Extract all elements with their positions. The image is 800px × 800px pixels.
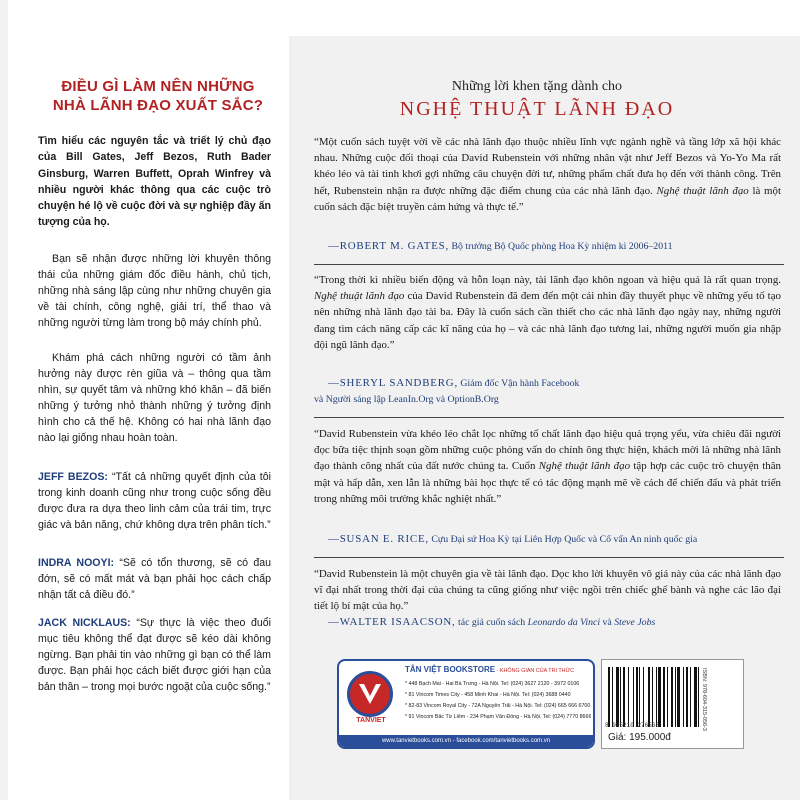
review-sandberg-book-title: Nghệ thuật lãnh đạo (314, 290, 405, 303)
review-sandberg-text-end: của David Rubenstein đã đem đến một cái nhìn đầy thuyết phục về những yếu tố tạo nên những nhà lãnh đạo tài ba. Đây là cuốn sách cần thiết cho các nhà lãnh đạo ngày nay, những người đang tìm cách nâng cấp các kĩ năng của họ – và các nhà lãnh đạo tương lai, những người muốn gia nhập đội ngũ lãnh đạo.” (314, 290, 781, 351)
barcode-bar (698, 667, 699, 727)
review-rice-text-end: tập hợp các cuộc trò chuyện thân mật và hấp dẫn, xen lẫn là những bài học thực tế có tác động mạnh mẽ về cách để chiến đấu và phát triển trong những môi trường khắc nghiệt nhất.” (314, 460, 781, 505)
barcode-bar (608, 667, 610, 727)
bookstore-brand (405, 665, 591, 674)
flap-quote-nooyi (38, 555, 271, 603)
review-isaacson-text: “David Rubenstein là một chuyên gia về tài lãnh đạo. Dọc kho lời khuyên vô giá này của các nhà lãnh đạo vĩ đại nhất trong thời đại của chúng ta cũng giống như việc ngồi trên chiếc ghế bành và nghe các lão đại tiết lộ bí mật của họ.” (314, 568, 781, 613)
bookstore-address-1: * 448 Bạch Mai - Hai Bà Trưng - Hà Nội. Tel: (024) 3627 2120 - 3972 0106 (405, 681, 580, 687)
barcode-bar (612, 667, 613, 727)
bookstore-tagline: - KHÔNG GIAN CỦA TRI THỨC (495, 668, 575, 674)
barcode-bar (648, 667, 650, 727)
barcode-bars (608, 667, 726, 727)
barcode-bar (667, 667, 668, 727)
divider-1 (314, 264, 784, 265)
barcode-bar (683, 667, 684, 727)
reviewer-role-sandberg-2: và Người sáng lập LeanIn.Org và OptionB.Org (314, 394, 499, 405)
reviewer-name-rice: —SUSAN E. RICE, (328, 533, 429, 545)
barcode-bar (686, 667, 688, 727)
reviewer-role-isaacson-and: và (600, 617, 615, 628)
divider-2 (314, 417, 784, 418)
review-sandberg (314, 272, 781, 353)
barcode-bar (633, 667, 634, 727)
flap-title (38, 77, 278, 115)
reviewer-name-isaacson: —WALTER ISAACSON, (328, 616, 456, 628)
barcode-bar (671, 667, 673, 727)
reviewer-book-2: Steve Jobs (614, 617, 656, 628)
barcode-bar (694, 667, 697, 727)
barcode-digits: 8 935210 276568 (605, 722, 660, 729)
barcode-bar (690, 667, 691, 727)
price-label: Giá: 195.000đ (608, 732, 671, 743)
barcode-bar (639, 667, 640, 727)
review-sandberg-attribution-line2 (314, 391, 754, 408)
barcode-bar (675, 667, 676, 727)
flap-title-line1: ĐIỀU GÌ LÀM NÊN NHỮNG (61, 78, 255, 95)
review-gates-attribution (328, 238, 768, 255)
review-rice-text: “David Rubenstein vừa khéo léo chắt lọc những tố chất lãnh đạo hiệu quả trọng yếu, vừa chiêu đãi người đọc bữa tiệc thịnh soạn gồm những cuộc phỏng vấn do chính ông thực hiện, khách mời là những nhà lãnh đạo thành công nhất của đất nước chúng ta. Cuốn (314, 428, 781, 473)
barcode-bar (623, 667, 625, 727)
tanviet-logo-v-icon (350, 674, 390, 714)
review-gates-text: “Một cuốn sách tuyệt vời về các nhà lãnh đạo thuộc nhiều lĩnh vực ngành nghề và tầng lớp xã hội khác nhau. Những cuộc đối thoại của David Rubenstein với những nhân vật như Jeff Bezos và Yo-Yo Ma rất khéo léo và tài tình khơi gợi những câu chuyện đời tư, những phẩm chất đưa họ đến với thành công. Trên hết, Rubenstein nhận ra được những đặc điểm chung của các nhà lãnh đạo. (314, 136, 781, 197)
praise-subtitle: Những lời khen tặng dành cho (451, 79, 623, 94)
cover-spine-edge (0, 0, 8, 800)
barcode-bar (677, 667, 680, 727)
review-rice-book-title: Nghệ thuật lãnh đạo (538, 460, 631, 473)
reviewer-name-sandberg: —SHERYL SANDBERG, (328, 377, 458, 389)
review-sandberg-text: “Trong thời kì nhiều biến động và hỗn loạn này, tài lãnh đạo khôn ngoan và hiệu quả là rất quan trọng. (314, 274, 781, 286)
bookstore-website: www.tanvietbooks.com.vn - facebook.com/tanvietbooks.com.vn (339, 735, 593, 747)
reviewer-book-1: Leonardo da Vinci (527, 617, 601, 628)
tanviet-logo-icon (347, 671, 393, 717)
reviewer-role-gates: Bộ trưởng Bộ Quốc phòng Hoa Kỳ nhiệm kì 2006–2011 (449, 241, 673, 252)
review-isaacson (314, 566, 781, 615)
divider-3 (314, 557, 784, 558)
flap-paragraph-1-text: Bạn sẽ nhận được những lời khuyên thông thái của những giám đốc điều hành, chủ tịch, những nhà sáng lập cùng như những chuyên gia về tài chính, công nghệ, giải trí, thể thao và những người từng làm trong bộ máy chính phủ. (38, 253, 271, 329)
barcode-bar (652, 667, 653, 727)
reviewer-role-sandberg: Giám đốc Vận hành Facebook (457, 378, 580, 389)
review-gates-book-title: Nghệ thuật lãnh đạo (656, 184, 749, 197)
barcode-bar (616, 667, 619, 727)
review-rice-attribution (328, 531, 768, 548)
flap-paragraph-2 (38, 350, 271, 446)
reviewer-name-gates: —ROBERT M. GATES, (328, 240, 450, 252)
barcode-bar (643, 667, 644, 727)
review-rice (314, 426, 781, 507)
flap-quote-nicklaus (38, 615, 271, 695)
flap-title-line2: NHÀ LÃNH ĐẠO XUẤT SẮC? (52, 97, 264, 114)
flap-lead-paragraph: Tìm hiểu các nguyên tắc và triết lý chủ đạo của Bill Gates, Jeff Bezos, Ruth Bader Ginsburg, Warren Buffett, Oprah Winfrey và nhiều người khác thông qua các cuộc trò chuyện hé lộ về cuộc đời và sự nghiệp đầy ấn tượng của họ. (38, 135, 271, 229)
review-gates-text-end: là một cuốn sách đặc biệt truyền cảm hứng và thực tế.” (314, 184, 781, 213)
barcode-bar (663, 667, 665, 727)
bookstore-address-4: * 91 Vincom Bắc Từ Liêm - 234 Phạm Văn Đồng - Hà Nội. Tel: (024) 7770 8666 (405, 714, 591, 720)
barcode-bar (658, 667, 661, 727)
barcode-bar (656, 667, 657, 727)
review-gates (314, 134, 781, 215)
quote-text-bezos: “Tất cả những quyết định của tôi trong kinh doanh cũng như trong cuộc sống đều được đưa ra dựa theo linh cảm của trái tim, trực giác và bản năng, chứ không dựa trên phân tích.” (38, 471, 271, 531)
barcode-bar (636, 667, 638, 727)
quote-author-bezos: JEFF BEZOS: (38, 471, 108, 483)
quote-text-nicklaus: “Sự thực là việc theo đuổi mục tiêu không thể đạt được sẽ kéo dài không ngừng. Bạn phải tin vào những gì bạn có thể làm được. Bạn phải học cách biết được giới hạn của bản thân – trong mọi bước ngoặt của cuộc sống.” (38, 617, 272, 693)
review-sandberg-attribution (328, 375, 768, 392)
reviewer-role-rice: Cựu Đại sứ Hoa Kỳ tại Liên Hợp Quốc và Cố vấn An ninh quốc gia (428, 534, 698, 545)
bookstore-sticker (337, 659, 595, 749)
tanviet-logo-text: TANVIET (356, 717, 386, 724)
barcode-bar (628, 667, 629, 727)
barcode-bar (620, 667, 621, 727)
quote-text-nooyi: “Sẽ có tổn thương, sẽ có đau đớn, sẽ có mất mát và bạn phải học cách chấp nhận tất cả điều đó.” (38, 557, 271, 601)
isbn-vertical: ISBN: 978-604-315-056-3 (701, 668, 707, 731)
quote-author-nooyi: INDRA NOOYI: (38, 557, 115, 569)
flap-quote-bezos (38, 469, 271, 533)
bookstore-brand-name: TÂN VIỆT BOOKSTORE (405, 665, 496, 674)
review-isaacson-attribution (328, 614, 768, 631)
flap-paragraph-1 (38, 251, 271, 331)
flap-paragraph-2-text: Khám phá cách những người có tầm ảnh hưởng này được rèn giũa và – thông qua tầm nhìn, sự quyết tâm và những khó khăn – đã biến những ý tưởng nhỏ thành những ý tưởng định hình cho cả thế hệ. Không có hai nhà lãnh đạo nào lại giống nhau hoàn toàn. (38, 352, 271, 444)
bookstore-address-2: * 81 Vincom Times City - 458 Minh Khai - Hà Nội. Tel: (024) 3688 0440 (405, 692, 571, 698)
praise-book-title: NGHỆ THUẬT LÃNH ĐẠO (399, 98, 675, 120)
reviewer-role-isaacson: tác giả cuốn sách (455, 617, 528, 628)
bookstore-address-3: * 82-83 Vincom Royal City - 72A Nguyễn Trãi - Hà Nội. Tel: (024) 665 666 6700 (405, 703, 591, 709)
quote-author-nicklaus: JACK NICKLAUS: (38, 617, 131, 629)
